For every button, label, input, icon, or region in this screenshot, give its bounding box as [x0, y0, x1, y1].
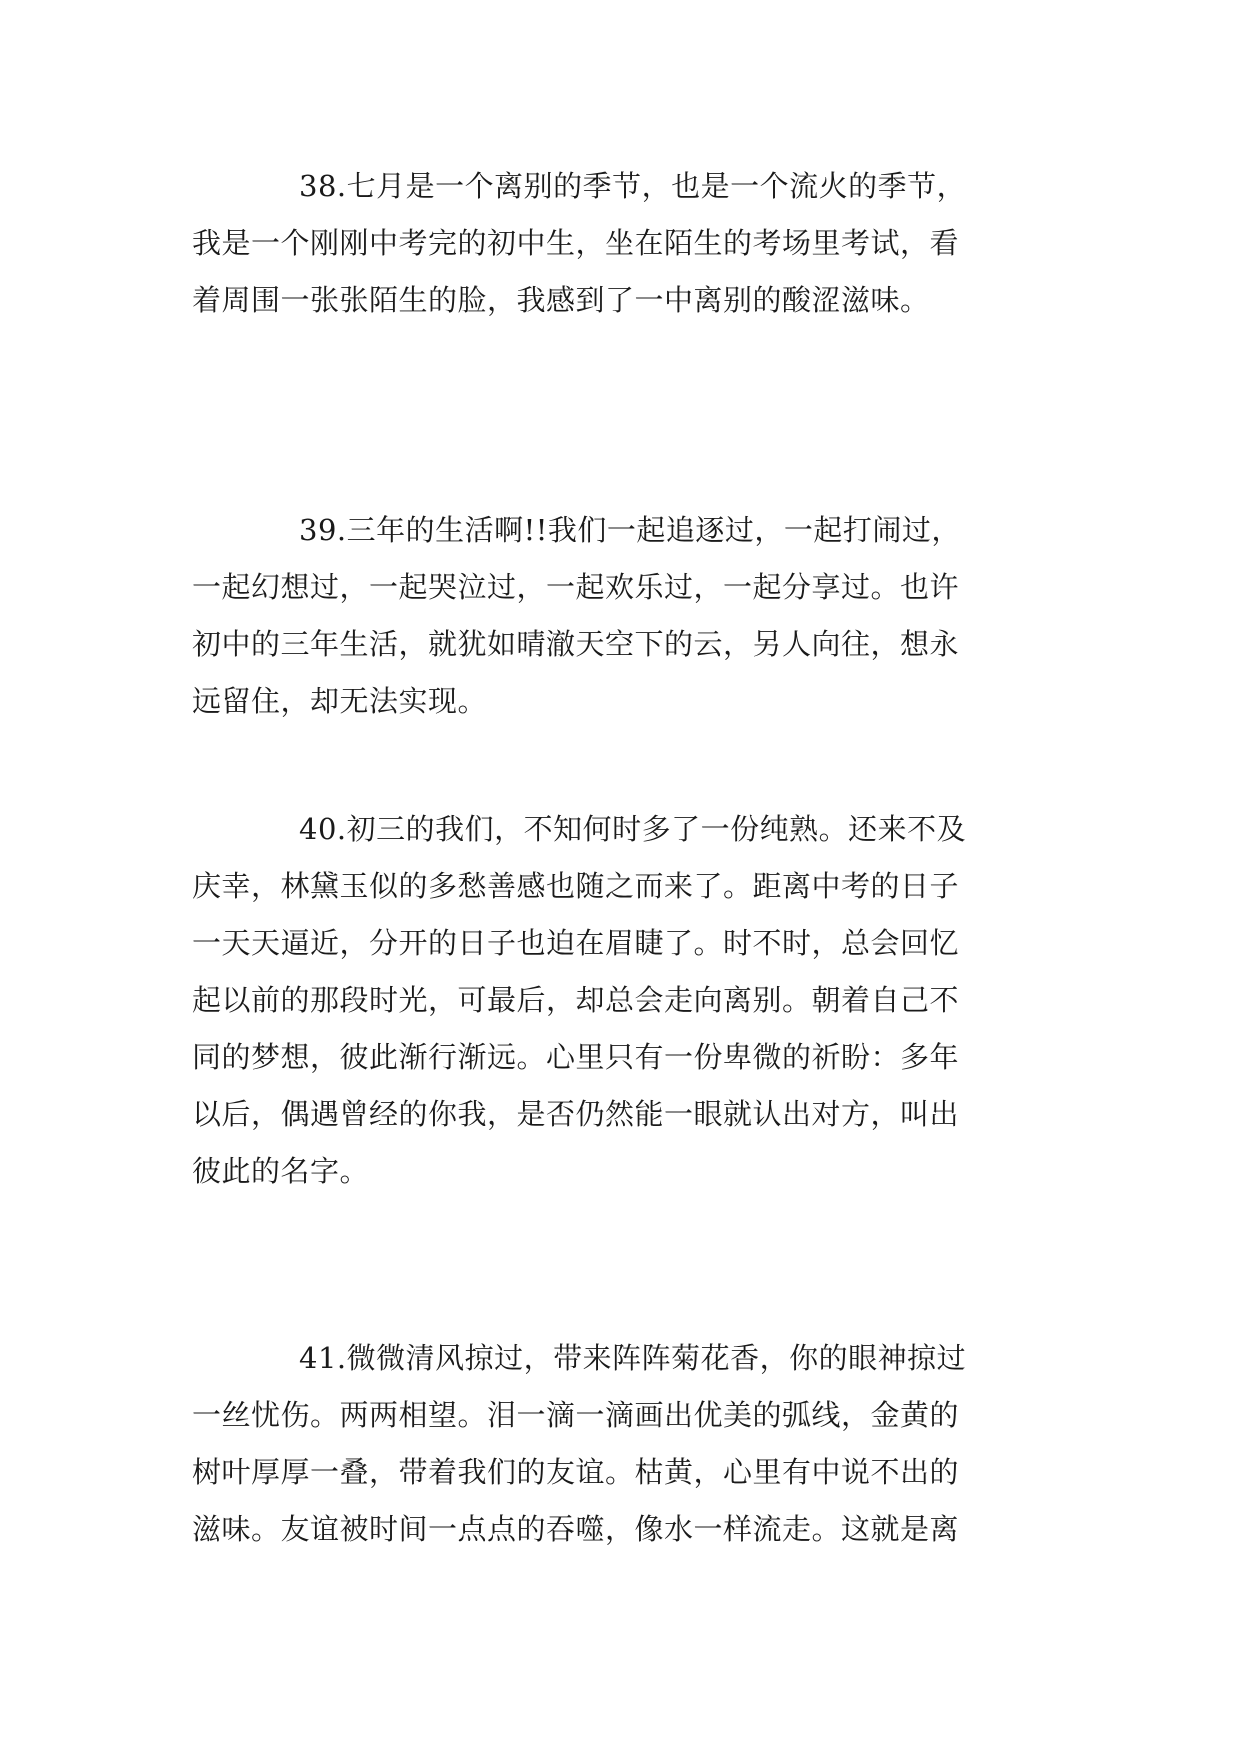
paragraph-40 — [192, 801, 1054, 1200]
paragraph-line: 彼此的名字。 — [192, 1154, 370, 1188]
paragraph-line: 同的梦想，彼此渐行渐远。心里只有一份卑微的祈盼：多年 — [192, 1040, 960, 1074]
paragraph-line: 40.初三的我们，不知何时多了一份纯熟。还来不及 — [299, 812, 967, 846]
paragraph-41 — [192, 1330, 1054, 1558]
paragraph-line: 庆幸，林黛玉似的多愁善感也随之而来了。距离中考的日子 — [192, 869, 960, 903]
paragraph-line: 滋味。友谊被时间一点点的吞噬，像水一样流走。这就是离 — [192, 1512, 960, 1546]
paragraph-line: 我是一个刚刚中考完的初中生，坐在陌生的考场里考试，看 — [192, 226, 960, 260]
paragraph-line: 41.微微清风掠过，带来阵阵菊花香，你的眼神掠过 — [299, 1341, 967, 1375]
paragraph-39 — [192, 502, 1054, 730]
paragraph-line: 39.三年的生活啊!!我们一起追逐过，一起打闹过， — [299, 513, 961, 547]
paragraph-line: 38.七月是一个离别的季节，也是一个流火的季节， — [299, 169, 967, 203]
paragraph-line: 起以前的那段时光，可最后，却总会走向离别。朝着自己不 — [192, 983, 960, 1017]
paragraph-line: 着周围一张张陌生的脸，我感到了一中离别的酸涩滋味。 — [192, 283, 930, 317]
paragraph-line: 以后，偶遇曾经的你我，是否仍然能一眼就认出对方，叫出 — [192, 1097, 960, 1131]
paragraph-38 — [192, 158, 1054, 329]
paragraph-line: 远留住，却无法实现。 — [192, 684, 488, 718]
paragraph-line: 一起幻想过，一起哭泣过，一起欢乐过，一起分享过。也许 — [192, 570, 960, 604]
paragraph-line: 初中的三年生活，就犹如晴澈天空下的云，另人向往，想永 — [192, 627, 960, 661]
paragraph-line: 一丝忧伤。两两相望。泪一滴一滴画出优美的弧线，金黄的 — [192, 1398, 960, 1432]
paragraph-line: 树叶厚厚一叠，带着我们的友谊。枯黄，心里有中说不出的 — [192, 1455, 960, 1489]
paragraph-line: 一天天逼近，分开的日子也迫在眉睫了。时不时，总会回忆 — [192, 926, 960, 960]
